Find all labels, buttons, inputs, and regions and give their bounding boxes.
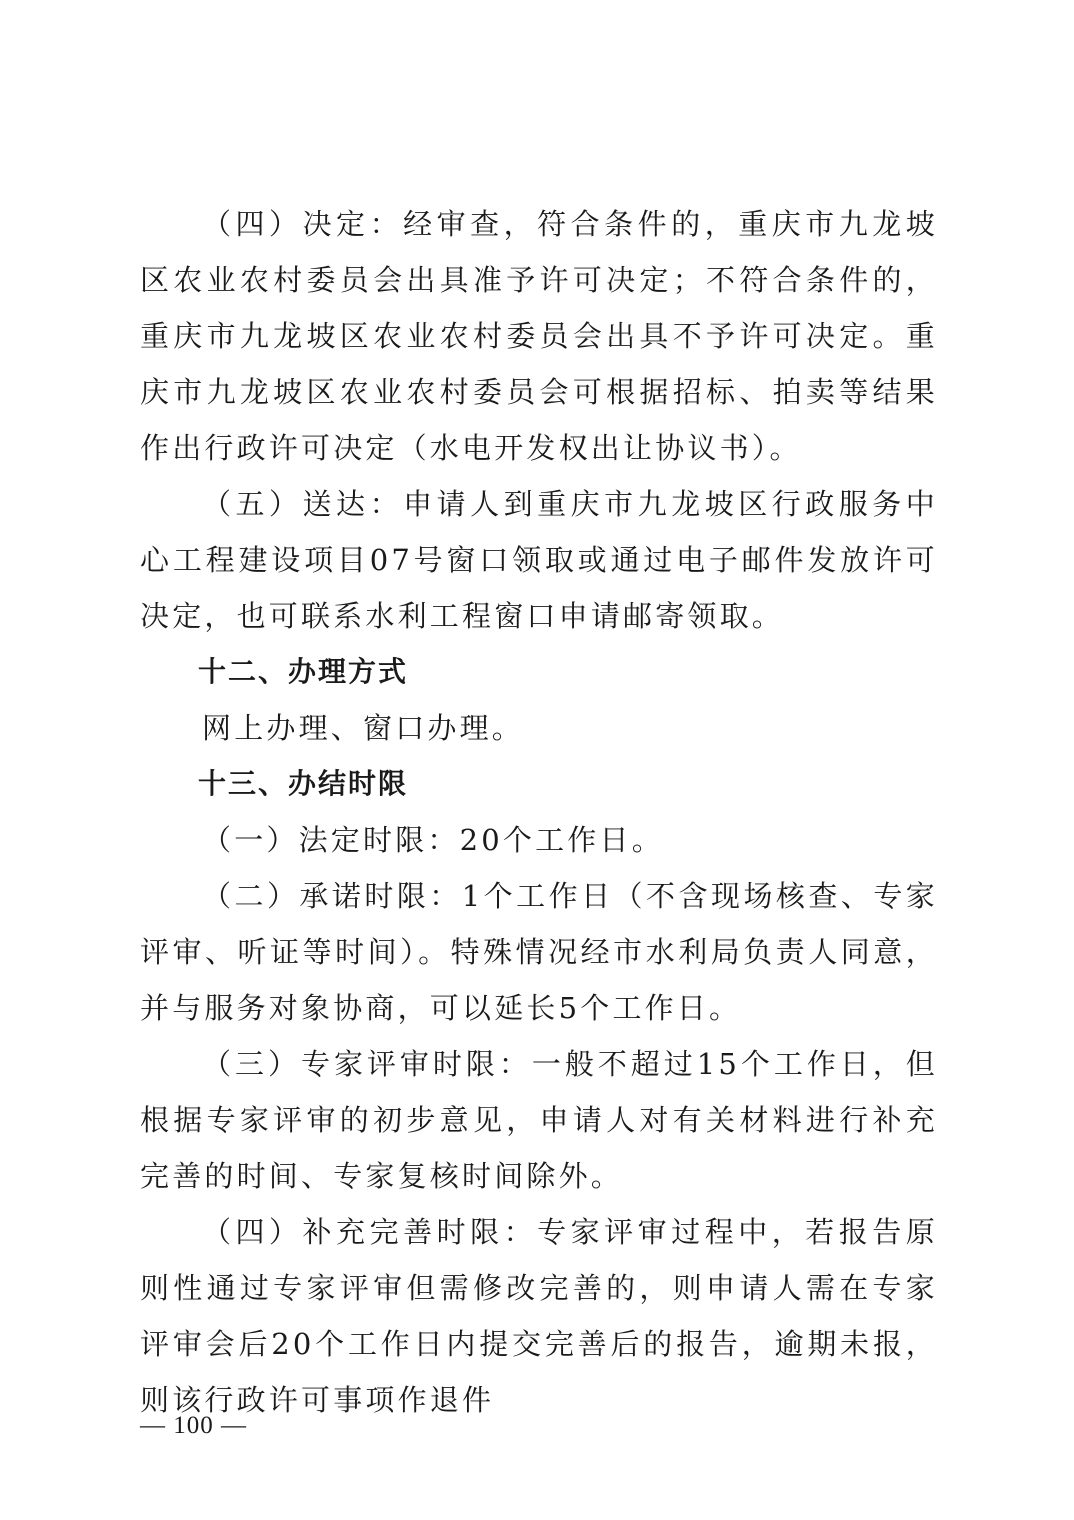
paragraph-statutory-limit: （一）法定时限：20个工作日。: [202, 823, 664, 857]
page-number: — 100 —: [140, 1412, 247, 1439]
document-body: [140, 196, 938, 1428]
paragraph-delivery: （五）送达：申请人到重庆市九龙坡区行政服务中心工程建设项目07号窗口领取或通过电子邮件发放许可决定，也可联系水利工程窗口申请邮寄领取。: [140, 487, 938, 633]
paragraph-promised-limit: （二）承诺时限：1个工作日（不含现场核查、专家评审、听证等时间）。特殊情况经市水利局负责人同意，并与服务对象协商，可以延长5个工作日。: [140, 879, 938, 1025]
paragraph-expert-review-limit: （三）专家评审时限：一般不超过15个工作日，但根据专家评审的初步意见，申请人对有关材料进行补充完善的时间、专家复核时间除外。: [140, 1047, 938, 1193]
paragraph-supplement-limit: （四）补充完善时限：专家评审过程中，若报告原则性通过专家评审但需修改完善的，则申请人需在专家评审会后20个工作日内提交完善后的报告，逾期未报，则该行政许可事项作退件: [140, 1215, 938, 1417]
section-heading-processing-method: 十二、办理方式: [198, 655, 409, 688]
paragraph-processing-method: 网上办理、窗口办理。: [202, 711, 525, 745]
section-heading-time-limit: 十三、办结时限: [198, 767, 409, 800]
paragraph-decision: （四）决定：经审查，符合条件的，重庆市九龙坡区农业农村委员会出具准予许可决定；不符合条件的，重庆市九龙坡区农业农村委员会出具不予许可决定。重庆市九龙坡区农业农村委员会可根据招标、拍卖等结果作出行政许可决定（水电开发权出让协议书）。: [140, 207, 938, 465]
